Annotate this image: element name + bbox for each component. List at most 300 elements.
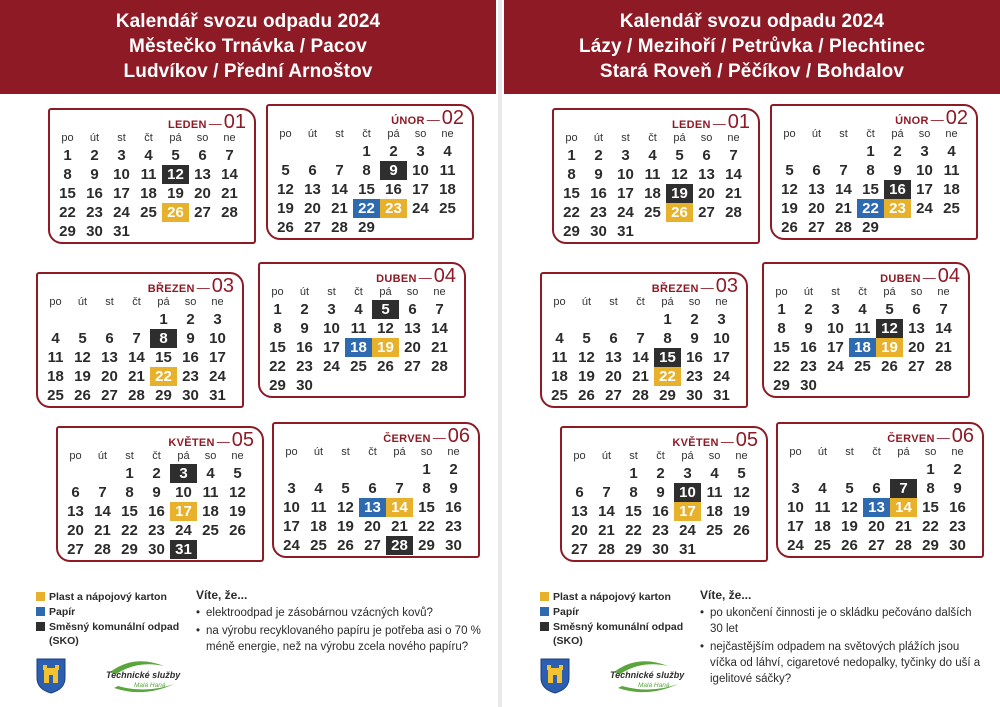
day-cell: 3 bbox=[327, 301, 336, 318]
day-cell: 26 bbox=[781, 219, 798, 236]
day-cell: 20 bbox=[364, 518, 381, 535]
weekday-label: pá bbox=[673, 132, 686, 144]
day-cell: 24 bbox=[323, 358, 340, 375]
day-cell: 18 bbox=[644, 185, 661, 202]
month-01 bbox=[48, 108, 256, 244]
weekday-label: ne bbox=[715, 296, 728, 308]
weekday-label: so bbox=[196, 132, 209, 144]
coat-of-arms-icon bbox=[540, 658, 570, 694]
day-cell: 6 bbox=[368, 480, 377, 497]
day-cell: 31 bbox=[679, 541, 696, 558]
day-cell: 6 bbox=[702, 147, 711, 164]
day-cell: 20 bbox=[808, 200, 825, 217]
logo-city: Malá Haná bbox=[134, 682, 166, 689]
month-name: LEDEN bbox=[671, 119, 711, 131]
day-cell: 7 bbox=[132, 330, 141, 347]
day-cell: 8 bbox=[629, 484, 638, 501]
day-cell-sko: 16 bbox=[884, 180, 911, 199]
day-cell: 23 bbox=[148, 522, 165, 539]
day-cell: 11 bbox=[551, 349, 568, 366]
empty-day-cell bbox=[332, 460, 359, 479]
month-number: 03 bbox=[715, 275, 738, 297]
day-cell: 9 bbox=[690, 330, 699, 347]
day-cell: 10 bbox=[175, 484, 192, 501]
day-cell: 20 bbox=[194, 185, 211, 202]
day-cell: 15 bbox=[862, 181, 879, 198]
weekday-label: út bbox=[601, 450, 612, 462]
day-cell: 25 bbox=[202, 522, 219, 539]
weekday-label: po bbox=[285, 446, 298, 458]
day-cell: 6 bbox=[812, 162, 821, 179]
day-cell: 15 bbox=[625, 503, 642, 520]
day-cell: 29 bbox=[563, 223, 580, 240]
day-cell: 4 bbox=[947, 143, 956, 160]
fact-item: • po ukončení činnosti je o skládku pečováno dalších 30 let bbox=[700, 605, 985, 637]
day-cell: 29 bbox=[59, 223, 76, 240]
day-cell: 10 bbox=[113, 166, 130, 183]
month-name: BŘEZEN bbox=[147, 283, 195, 295]
day-cell: 6 bbox=[912, 301, 921, 318]
day-cell: 4 bbox=[51, 330, 60, 347]
day-cell: 28 bbox=[431, 358, 448, 375]
weekday-label: pá bbox=[661, 296, 674, 308]
day-cell: 18 bbox=[140, 185, 157, 202]
day-cell: 12 bbox=[781, 181, 798, 198]
month-04 bbox=[258, 262, 466, 398]
day-cell: 9 bbox=[656, 484, 665, 501]
day-cell-plast: 14 bbox=[890, 498, 917, 517]
month-dash: — bbox=[426, 112, 440, 127]
day-cell: 2 bbox=[300, 301, 309, 318]
day-cell: 3 bbox=[621, 147, 630, 164]
day-cell: 12 bbox=[337, 499, 354, 516]
day-cell: 2 bbox=[690, 311, 699, 328]
weekday-label: pá bbox=[379, 286, 392, 298]
day-cell: 25 bbox=[644, 204, 661, 221]
day-cell: 16 bbox=[296, 339, 313, 356]
day-cell-sko: 9 bbox=[380, 161, 407, 180]
day-cell: 31 bbox=[617, 223, 634, 240]
day-cell: 10 bbox=[787, 499, 804, 516]
weekday-label: pá bbox=[169, 132, 182, 144]
day-cell: 24 bbox=[713, 368, 730, 385]
day-cell: 5 bbox=[675, 147, 684, 164]
day-cell-sko: 3 bbox=[170, 464, 197, 483]
empty-day-cell bbox=[272, 142, 299, 161]
day-cell: 22 bbox=[418, 518, 435, 535]
day-cell: 1 bbox=[567, 147, 576, 164]
day-cell: 13 bbox=[67, 503, 84, 520]
empty-day-cell bbox=[546, 310, 573, 329]
day-cell: 19 bbox=[841, 518, 858, 535]
weekday-label: st bbox=[609, 296, 618, 308]
weekday-label: ne bbox=[433, 286, 446, 298]
day-cell: 29 bbox=[922, 537, 939, 554]
day-cell: 21 bbox=[935, 339, 952, 356]
legend-item-sko bbox=[540, 620, 690, 648]
month-05 bbox=[56, 426, 264, 562]
day-cell: 29 bbox=[773, 377, 790, 394]
weekday-label: út bbox=[313, 446, 324, 458]
day-cell: 21 bbox=[895, 518, 912, 535]
day-cell: 3 bbox=[831, 301, 840, 318]
day-cell: 25 bbox=[439, 200, 456, 217]
weekday-label: pá bbox=[157, 296, 170, 308]
day-cell-plast: 22 bbox=[654, 367, 681, 386]
day-cell: 30 bbox=[445, 537, 462, 554]
day-cell: 29 bbox=[625, 541, 642, 558]
day-cell: 8 bbox=[567, 166, 576, 183]
weekday-label: čt bbox=[132, 296, 141, 308]
day-cell: 29 bbox=[659, 387, 676, 404]
day-cell: 14 bbox=[331, 181, 348, 198]
weekday-label: ne bbox=[945, 128, 958, 140]
day-cell: 4 bbox=[144, 147, 153, 164]
day-cell: 11 bbox=[350, 320, 367, 337]
day-cell: 23 bbox=[182, 368, 199, 385]
empty-day-cell bbox=[593, 464, 620, 483]
day-cell-sko: 10 bbox=[674, 483, 701, 502]
empty-day-cell bbox=[890, 460, 917, 479]
legend-item-plast bbox=[540, 590, 690, 604]
day-cell: 14 bbox=[94, 503, 111, 520]
day-cell: 6 bbox=[198, 147, 207, 164]
day-cell: 7 bbox=[839, 162, 848, 179]
day-cell: 26 bbox=[74, 387, 91, 404]
empty-day-cell bbox=[326, 142, 353, 161]
day-cell: 21 bbox=[431, 339, 448, 356]
day-cell: 2 bbox=[152, 465, 161, 482]
empty-day-cell bbox=[782, 460, 809, 479]
day-cell: 7 bbox=[939, 301, 948, 318]
day-cell: 8 bbox=[866, 162, 875, 179]
day-cell: 25 bbox=[140, 204, 157, 221]
day-cell: 26 bbox=[277, 219, 294, 236]
day-cell: 16 bbox=[686, 349, 703, 366]
day-cell: 26 bbox=[578, 387, 595, 404]
day-cell: 25 bbox=[310, 537, 327, 554]
day-cell: 1 bbox=[777, 301, 786, 318]
day-cell: 7 bbox=[435, 301, 444, 318]
day-cell: 21 bbox=[632, 368, 649, 385]
day-cell: 11 bbox=[310, 499, 327, 516]
day-cell: 19 bbox=[277, 200, 294, 217]
month-grid bbox=[278, 444, 467, 555]
weekday-label: po bbox=[789, 446, 802, 458]
day-cell: 4 bbox=[818, 480, 827, 497]
day-cell: 27 bbox=[67, 541, 84, 558]
day-cell: 21 bbox=[598, 522, 615, 539]
weekday-label: ne bbox=[211, 296, 224, 308]
header-title: Kalendář svozu odpadu 2024 bbox=[619, 11, 885, 32]
day-cell-plast: 19 bbox=[876, 338, 903, 357]
month-dash: — bbox=[208, 116, 222, 131]
day-cell: 9 bbox=[594, 166, 603, 183]
day-cell: 7 bbox=[729, 147, 738, 164]
day-cell-sko: 15 bbox=[654, 348, 681, 367]
weekday-label: čt bbox=[872, 446, 881, 458]
logo-city: Malá Haná bbox=[638, 682, 670, 689]
weekday-label: út bbox=[803, 286, 814, 298]
day-cell-plast: 26 bbox=[666, 203, 693, 222]
day-cell: 13 bbox=[808, 181, 825, 198]
day-cell: 1 bbox=[663, 311, 672, 328]
day-cell: 1 bbox=[273, 301, 282, 318]
weekday-label: ne bbox=[937, 286, 950, 298]
day-cell: 24 bbox=[283, 537, 300, 554]
fact-item: • na výrobu recyklovaného papíru je potřeba asi o 70 % méně energie, než na výrobu zcela nového papíru? bbox=[196, 623, 481, 655]
day-cell: 7 bbox=[335, 162, 344, 179]
day-cell-sko: 12 bbox=[162, 165, 189, 184]
day-cell-sko: 31 bbox=[170, 540, 197, 559]
weekday-label: st bbox=[117, 132, 126, 144]
day-cell: 3 bbox=[920, 143, 929, 160]
weekday-label: so bbox=[910, 286, 923, 298]
day-cell: 13 bbox=[404, 320, 421, 337]
day-cell: 20 bbox=[571, 522, 588, 539]
day-cell: 10 bbox=[283, 499, 300, 516]
day-cell: 17 bbox=[713, 349, 730, 366]
empty-day-cell bbox=[62, 464, 89, 483]
empty-day-cell bbox=[600, 310, 627, 329]
month-06 bbox=[272, 422, 480, 558]
day-cell: 4 bbox=[314, 480, 323, 497]
month-number: 04 bbox=[937, 265, 960, 287]
legend-label: Plast a nápojový karton bbox=[49, 591, 167, 603]
legend-label: Směsný komunální odpad (SKO) bbox=[553, 621, 684, 647]
month-grid bbox=[558, 130, 747, 241]
day-cell: 16 bbox=[590, 185, 607, 202]
day-cell: 2 bbox=[804, 301, 813, 318]
day-cell: 17 bbox=[787, 518, 804, 535]
day-cell: 1 bbox=[63, 147, 72, 164]
empty-day-cell bbox=[42, 310, 69, 329]
weekday-label: pá bbox=[387, 128, 400, 140]
day-cell: 6 bbox=[71, 484, 80, 501]
day-cell: 10 bbox=[827, 320, 844, 337]
month-name: BŘEZEN bbox=[651, 283, 699, 295]
day-cell: 18 bbox=[814, 518, 831, 535]
day-cell: 4 bbox=[858, 301, 867, 318]
day-cell: 23 bbox=[686, 368, 703, 385]
day-cell: 10 bbox=[916, 162, 933, 179]
day-cell: 28 bbox=[895, 537, 912, 554]
day-cell: 13 bbox=[101, 349, 118, 366]
page-header bbox=[0, 0, 496, 94]
day-cell: 26 bbox=[229, 522, 246, 539]
logo-name: Technické služby bbox=[106, 670, 181, 680]
weekday-label: čt bbox=[354, 286, 363, 298]
day-cell: 26 bbox=[841, 537, 858, 554]
empty-day-cell bbox=[89, 464, 116, 483]
day-cell: 18 bbox=[943, 181, 960, 198]
day-cell: 15 bbox=[269, 339, 286, 356]
day-cell: 10 bbox=[209, 330, 226, 347]
month-dash: — bbox=[712, 116, 726, 131]
weekday-label: čt bbox=[858, 286, 867, 298]
day-cell-papir: 18 bbox=[849, 338, 876, 357]
day-cell: 30 bbox=[296, 377, 313, 394]
legend-label: Papír bbox=[553, 606, 580, 618]
legend-label: Plast a nápojový karton bbox=[553, 591, 671, 603]
empty-day-cell bbox=[776, 142, 803, 161]
day-cell: 5 bbox=[281, 162, 290, 179]
month-dash: — bbox=[936, 430, 950, 445]
day-cell: 22 bbox=[625, 522, 642, 539]
day-cell: 30 bbox=[148, 541, 165, 558]
day-cell: 6 bbox=[872, 480, 881, 497]
day-cell: 22 bbox=[121, 522, 138, 539]
month-dash: — bbox=[922, 270, 936, 285]
day-cell: 2 bbox=[656, 465, 665, 482]
legend-swatch-plast bbox=[540, 592, 549, 601]
day-cell: 28 bbox=[331, 219, 348, 236]
month-grid bbox=[264, 284, 453, 395]
legend-item-sko bbox=[36, 620, 186, 648]
month-02 bbox=[770, 104, 978, 240]
day-cell: 28 bbox=[598, 541, 615, 558]
day-cell: 14 bbox=[725, 166, 742, 183]
month-grid bbox=[546, 294, 735, 405]
day-cell: 28 bbox=[935, 358, 952, 375]
month-grid bbox=[776, 126, 965, 237]
day-cell: 28 bbox=[725, 204, 742, 221]
day-cell-plast: 23 bbox=[884, 199, 911, 218]
day-cell: 16 bbox=[148, 503, 165, 520]
day-cell: 22 bbox=[922, 518, 939, 535]
empty-day-cell bbox=[69, 310, 96, 329]
day-cell: 10 bbox=[323, 320, 340, 337]
empty-day-cell bbox=[836, 460, 863, 479]
page-header bbox=[504, 0, 1000, 94]
day-cell: 25 bbox=[551, 387, 568, 404]
weekday-label: út bbox=[89, 132, 100, 144]
day-cell: 23 bbox=[296, 358, 313, 375]
day-cell: 19 bbox=[167, 185, 184, 202]
day-cell: 25 bbox=[814, 537, 831, 554]
day-cell: 15 bbox=[773, 339, 790, 356]
day-cell: 16 bbox=[445, 499, 462, 516]
empty-day-cell bbox=[359, 460, 386, 479]
day-cell: 1 bbox=[125, 465, 134, 482]
header-title: Kalendář svozu odpadu 2024 bbox=[115, 11, 381, 32]
weekday-label: pá bbox=[393, 446, 406, 458]
day-cell-plast: 22 bbox=[150, 367, 177, 386]
weekday-label: so bbox=[420, 446, 433, 458]
legend-swatch-sko bbox=[540, 622, 549, 631]
day-cell: 4 bbox=[206, 465, 215, 482]
day-cell: 26 bbox=[337, 537, 354, 554]
day-cell: 31 bbox=[713, 387, 730, 404]
empty-day-cell bbox=[96, 310, 123, 329]
day-cell-plast: 17 bbox=[674, 502, 701, 521]
day-cell: 1 bbox=[422, 461, 431, 478]
legend-label: Směsný komunální odpad (SKO) bbox=[49, 621, 180, 647]
day-cell: 21 bbox=[94, 522, 111, 539]
legend-item-plast bbox=[36, 590, 186, 604]
day-cell: 5 bbox=[341, 480, 350, 497]
weekday-label: so bbox=[688, 296, 701, 308]
weekday-label: st bbox=[327, 286, 336, 298]
day-cell-plast: 19 bbox=[372, 338, 399, 357]
weekday-label: st bbox=[621, 132, 630, 144]
day-cell: 28 bbox=[632, 387, 649, 404]
day-cell: 1 bbox=[362, 143, 371, 160]
day-cell: 24 bbox=[175, 522, 192, 539]
month-dash: — bbox=[720, 434, 734, 449]
weekday-label: čt bbox=[648, 132, 657, 144]
day-cell: 9 bbox=[186, 330, 195, 347]
day-cell: 30 bbox=[590, 223, 607, 240]
day-cell: 23 bbox=[800, 358, 817, 375]
day-cell: 12 bbox=[733, 484, 750, 501]
legend bbox=[540, 590, 690, 649]
day-cell: 12 bbox=[229, 484, 246, 501]
day-cell: 4 bbox=[648, 147, 657, 164]
day-cell: 20 bbox=[868, 518, 885, 535]
day-cell: 26 bbox=[733, 522, 750, 539]
day-cell-sko: 7 bbox=[890, 479, 917, 498]
day-cell: 8 bbox=[777, 320, 786, 337]
month-number: 05 bbox=[735, 429, 758, 451]
weekday-label: čt bbox=[656, 450, 665, 462]
day-cell: 5 bbox=[233, 465, 242, 482]
weekday-label: ne bbox=[727, 132, 740, 144]
day-cell: 8 bbox=[362, 162, 371, 179]
day-cell: 19 bbox=[781, 200, 798, 217]
day-cell: 15 bbox=[59, 185, 76, 202]
day-cell-papir: 22 bbox=[857, 199, 884, 218]
day-cell: 7 bbox=[602, 484, 611, 501]
day-cell: 23 bbox=[949, 518, 966, 535]
day-cell: 15 bbox=[155, 349, 172, 366]
day-cell: 18 bbox=[202, 503, 219, 520]
weekday-label: so bbox=[406, 286, 419, 298]
day-cell: 9 bbox=[953, 480, 962, 497]
facts-box bbox=[196, 588, 481, 657]
day-cell: 3 bbox=[416, 143, 425, 160]
weekday-label: pá bbox=[177, 450, 190, 462]
day-cell: 1 bbox=[866, 143, 875, 160]
day-cell: 18 bbox=[439, 181, 456, 198]
day-cell: 12 bbox=[277, 181, 294, 198]
month-name: DUBEN bbox=[880, 273, 921, 285]
weekday-label: po bbox=[279, 128, 292, 140]
day-cell: 5 bbox=[171, 147, 180, 164]
day-cell: 21 bbox=[835, 200, 852, 217]
month-06 bbox=[776, 422, 984, 558]
day-cell: 11 bbox=[140, 166, 157, 183]
month-dash: — bbox=[216, 434, 230, 449]
day-cell: 17 bbox=[283, 518, 300, 535]
day-cell: 4 bbox=[354, 301, 363, 318]
month-04 bbox=[762, 262, 970, 398]
weekday-label: ne bbox=[951, 446, 964, 458]
day-cell: 10 bbox=[617, 166, 634, 183]
weekday-label: ne bbox=[223, 132, 236, 144]
day-cell: 13 bbox=[571, 503, 588, 520]
day-cell: 24 bbox=[617, 204, 634, 221]
day-cell: 14 bbox=[935, 320, 952, 337]
day-cell-sko: 8 bbox=[150, 329, 177, 348]
weekday-label: po bbox=[553, 296, 566, 308]
day-cell: 13 bbox=[698, 166, 715, 183]
calendar-page-right bbox=[504, 0, 1000, 707]
day-cell: 5 bbox=[737, 465, 746, 482]
logo-name: Technické služby bbox=[610, 670, 685, 680]
day-cell: 26 bbox=[881, 358, 898, 375]
weekday-label: po bbox=[565, 132, 578, 144]
